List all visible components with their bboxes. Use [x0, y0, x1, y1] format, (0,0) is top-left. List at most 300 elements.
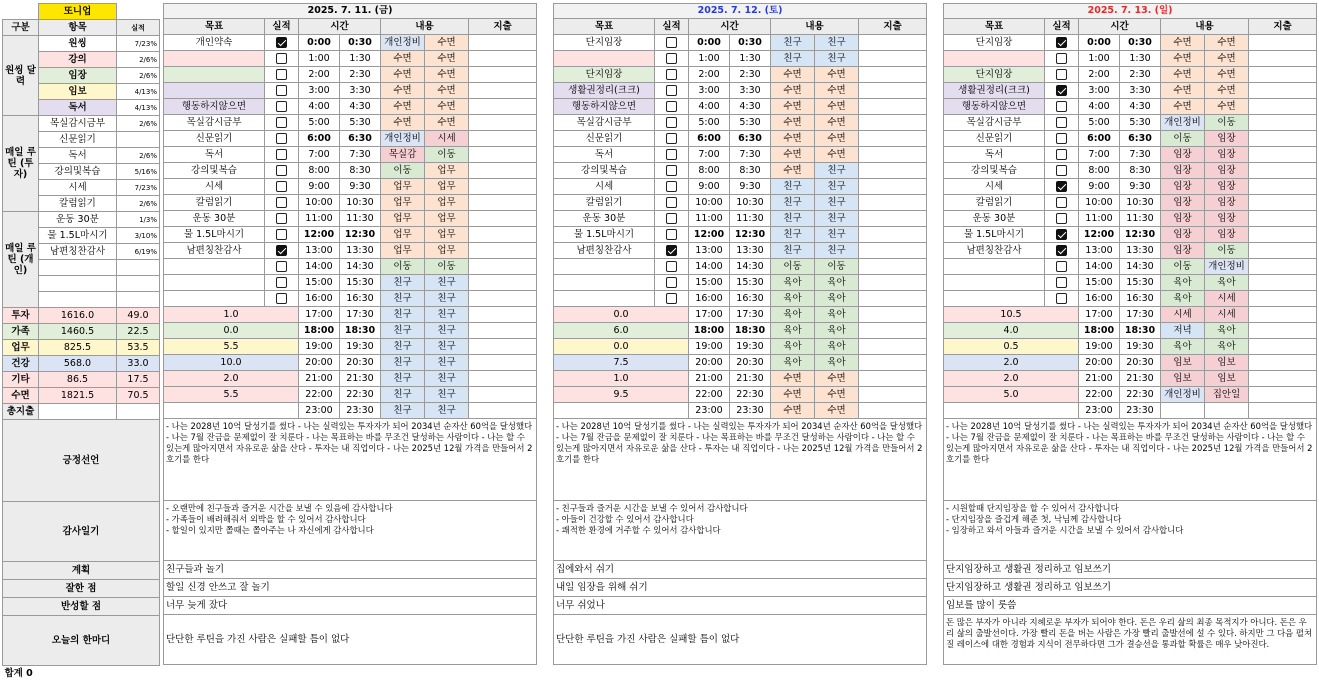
goal-cell[interactable]: 칼럼읽기 — [164, 195, 265, 211]
expense-cell[interactable] — [469, 195, 537, 211]
checkbox-unchecked[interactable] — [666, 261, 677, 272]
perf-cell[interactable] — [655, 259, 689, 275]
activity-second-half[interactable]: 수면 — [815, 371, 859, 387]
expense-cell[interactable] — [859, 131, 927, 147]
perf-cell[interactable] — [1045, 99, 1079, 115]
checkbox-unchecked[interactable] — [1056, 261, 1067, 272]
activity-second-half[interactable]: 친구 — [815, 195, 859, 211]
activity-second-half[interactable]: 수면 — [1205, 99, 1249, 115]
activity-second-half[interactable]: 시세 — [425, 131, 469, 147]
goal-cell[interactable]: 운동 30분 — [554, 211, 655, 227]
perf-cell[interactable] — [1045, 275, 1079, 291]
activity-second-half[interactable]: 이동 — [815, 259, 859, 275]
perf-cell[interactable] — [265, 99, 299, 115]
category-sum[interactable]: 5.5 — [164, 339, 299, 355]
category-sum[interactable]: 0.0 — [554, 339, 689, 355]
activity-first-half[interactable]: 시세 — [1161, 307, 1205, 323]
checkbox-checked[interactable] — [1056, 245, 1067, 256]
perf-cell[interactable] — [655, 35, 689, 51]
activity-first-half[interactable]: 수면 — [1161, 35, 1205, 51]
activity-first-half[interactable]: 개인정비 — [1161, 387, 1205, 403]
activity-second-half[interactable]: 수면 — [425, 35, 469, 51]
perf-cell[interactable] — [655, 131, 689, 147]
expense-cell[interactable] — [1249, 307, 1317, 323]
activity-second-half[interactable]: 수면 — [815, 131, 859, 147]
perf-cell[interactable] — [655, 211, 689, 227]
perf-cell[interactable] — [1045, 291, 1079, 307]
checkbox-unchecked[interactable] — [276, 197, 287, 208]
perf-cell[interactable] — [1045, 131, 1079, 147]
activity-first-half[interactable]: 이동 — [381, 163, 425, 179]
goal-cell[interactable]: 강의및복습 — [164, 163, 265, 179]
goal-cell[interactable] — [164, 275, 265, 291]
checkbox-unchecked[interactable] — [666, 149, 677, 160]
checkbox-unchecked[interactable] — [666, 117, 677, 128]
perf-cell[interactable] — [265, 163, 299, 179]
checkbox-unchecked[interactable] — [276, 53, 287, 64]
activity-first-half[interactable]: 수면 — [771, 163, 815, 179]
perf-cell[interactable] — [1045, 211, 1079, 227]
checkbox-checked[interactable] — [1056, 85, 1067, 96]
expense-cell[interactable] — [859, 115, 927, 131]
activity-second-half[interactable]: 이동 — [1205, 115, 1249, 131]
expense-cell[interactable] — [859, 83, 927, 99]
activity-second-half[interactable]: 친구 — [815, 51, 859, 67]
activity-first-half[interactable]: 친구 — [381, 387, 425, 403]
perf-cell[interactable] — [1045, 227, 1079, 243]
expense-cell[interactable] — [469, 211, 537, 227]
goal-cell[interactable]: 운동 30분 — [944, 211, 1045, 227]
good-text[interactable]: 내일 임장을 위해 쉬기 — [554, 579, 927, 597]
expense-cell[interactable] — [1249, 131, 1317, 147]
affirmation-text[interactable]: - 나는 2028년 10억 달성기를 썼다 - 나는 실력있는 투자자가 되어 2034년 순자산 60억을 달성했다 - 나는 7월 잔금을 문제없이 잘 치룬다 - 나는 목표하는 바를 무조건 달성하는 사람이다 - 나는 할 수 있는게 많아지면서 자유로운 삶을 산다 - 투자는 내 직업이다 - 나는 2025년 12월 가격을 만들어서 2호기를 한다 — [554, 419, 927, 501]
perf-cell[interactable] — [265, 211, 299, 227]
activity-second-half[interactable]: 수면 — [425, 83, 469, 99]
goal-cell[interactable]: 단지임장 — [944, 67, 1045, 83]
expense-cell[interactable] — [1249, 355, 1317, 371]
activity-first-half[interactable]: 개인정비 — [381, 131, 425, 147]
category-sum[interactable] — [164, 403, 299, 419]
expense-cell[interactable] — [1249, 371, 1317, 387]
expense-cell[interactable] — [469, 179, 537, 195]
perf-cell[interactable] — [655, 243, 689, 259]
expense-cell[interactable] — [469, 371, 537, 387]
activity-first-half[interactable]: 수면 — [381, 51, 425, 67]
activity-second-half[interactable]: 시세 — [1205, 291, 1249, 307]
activity-first-half[interactable]: 친구 — [771, 179, 815, 195]
expense-cell[interactable] — [859, 323, 927, 339]
activity-second-half[interactable]: 수면 — [425, 99, 469, 115]
perf-cell[interactable] — [265, 195, 299, 211]
activity-first-half[interactable]: 수면 — [771, 83, 815, 99]
checkbox-unchecked[interactable] — [666, 85, 677, 96]
checkbox-unchecked[interactable] — [666, 213, 677, 224]
checkbox-unchecked[interactable] — [276, 101, 287, 112]
activity-second-half[interactable]: 친구 — [815, 227, 859, 243]
activity-second-half[interactable]: 친구 — [815, 35, 859, 51]
activity-second-half[interactable]: 업무 — [425, 179, 469, 195]
checkbox-unchecked[interactable] — [276, 133, 287, 144]
goal-cell[interactable]: 목실감시금부 — [944, 115, 1045, 131]
checkbox-unchecked[interactable] — [1056, 197, 1067, 208]
perf-cell[interactable] — [1045, 51, 1079, 67]
activity-first-half[interactable]: 친구 — [381, 355, 425, 371]
expense-cell[interactable] — [469, 83, 537, 99]
checkbox-unchecked[interactable] — [276, 117, 287, 128]
activity-first-half[interactable]: 개인정비 — [1161, 115, 1205, 131]
category-sum[interactable]: 2.0 — [164, 371, 299, 387]
activity-second-half[interactable]: 업무 — [425, 163, 469, 179]
expense-cell[interactable] — [859, 275, 927, 291]
expense-cell[interactable] — [469, 307, 537, 323]
goal-cell[interactable] — [944, 291, 1045, 307]
activity-first-half[interactable]: 이동 — [1161, 259, 1205, 275]
checkbox-unchecked[interactable] — [276, 149, 287, 160]
category-sum[interactable]: 9.5 — [554, 387, 689, 403]
perf-cell[interactable] — [655, 195, 689, 211]
activity-first-half[interactable]: 이동 — [1161, 131, 1205, 147]
goal-cell[interactable] — [164, 51, 265, 67]
activity-second-half[interactable]: 수면 — [1205, 67, 1249, 83]
activity-first-half[interactable] — [1161, 403, 1205, 419]
checkbox-unchecked[interactable] — [1056, 69, 1067, 80]
expense-cell[interactable] — [1249, 339, 1317, 355]
activity-second-half[interactable]: 수면 — [1205, 83, 1249, 99]
activity-first-half[interactable]: 수면 — [1161, 67, 1205, 83]
checkbox-unchecked[interactable] — [666, 101, 677, 112]
reflect-text[interactable]: 너무 늦게 잤다 — [164, 597, 537, 615]
activity-second-half[interactable]: 임장 — [1205, 227, 1249, 243]
activity-first-half[interactable]: 친구 — [771, 51, 815, 67]
expense-cell[interactable] — [859, 163, 927, 179]
category-sum[interactable]: 1.0 — [164, 307, 299, 323]
activity-first-half[interactable]: 육아 — [1161, 291, 1205, 307]
activity-first-half[interactable]: 수면 — [381, 99, 425, 115]
checkbox-unchecked[interactable] — [276, 293, 287, 304]
activity-second-half[interactable]: 임장 — [1205, 211, 1249, 227]
perf-cell[interactable] — [655, 275, 689, 291]
activity-first-half[interactable]: 육아 — [771, 275, 815, 291]
activity-first-half[interactable]: 임장 — [1161, 211, 1205, 227]
plan-text[interactable]: 단지임장하고 생활권 정리하고 임보쓰기 — [944, 561, 1317, 579]
expense-cell[interactable] — [469, 67, 537, 83]
goal-cell[interactable]: 생활권정리(크크) — [944, 83, 1045, 99]
activity-first-half[interactable]: 친구 — [381, 403, 425, 419]
expense-cell[interactable] — [1249, 115, 1317, 131]
activity-first-half[interactable]: 수면 — [771, 371, 815, 387]
expense-cell[interactable] — [859, 243, 927, 259]
checkbox-unchecked[interactable] — [276, 69, 287, 80]
perf-cell[interactable] — [655, 147, 689, 163]
activity-first-half[interactable]: 임장 — [1161, 195, 1205, 211]
activity-second-half[interactable]: 육아 — [1205, 339, 1249, 355]
checkbox-unchecked[interactable] — [1056, 53, 1067, 64]
perf-cell[interactable] — [655, 163, 689, 179]
expense-cell[interactable] — [859, 99, 927, 115]
activity-first-half[interactable]: 친구 — [771, 35, 815, 51]
expense-cell[interactable] — [469, 99, 537, 115]
perf-cell[interactable] — [655, 291, 689, 307]
expense-cell[interactable] — [469, 163, 537, 179]
goal-cell[interactable]: 단지임장 — [944, 35, 1045, 51]
activity-second-half[interactable]: 육아 — [815, 307, 859, 323]
category-sum[interactable]: 10.5 — [944, 307, 1079, 323]
goal-cell[interactable] — [944, 259, 1045, 275]
activity-second-half[interactable]: 육아 — [815, 339, 859, 355]
checkbox-unchecked[interactable] — [276, 213, 287, 224]
checkbox-checked[interactable] — [1056, 229, 1067, 240]
expense-cell[interactable] — [859, 147, 927, 163]
expense-cell[interactable] — [1249, 259, 1317, 275]
perf-cell[interactable] — [265, 259, 299, 275]
activity-second-half[interactable]: 수면 — [815, 403, 859, 419]
category-sum[interactable]: 4.0 — [944, 323, 1079, 339]
expense-cell[interactable] — [1249, 195, 1317, 211]
goal-cell[interactable]: 신문읽기 — [164, 131, 265, 147]
goal-cell[interactable]: 강의및복습 — [944, 163, 1045, 179]
activity-second-half[interactable]: 수면 — [425, 115, 469, 131]
activity-second-half[interactable]: 임보 — [1205, 355, 1249, 371]
perf-cell[interactable] — [655, 51, 689, 67]
checkbox-unchecked[interactable] — [1056, 101, 1067, 112]
goal-cell[interactable]: 행동하지않으면 — [554, 99, 655, 115]
checkbox-unchecked[interactable] — [1056, 277, 1067, 288]
activity-first-half[interactable]: 친구 — [381, 323, 425, 339]
activity-second-half[interactable]: 수면 — [815, 115, 859, 131]
goal-cell[interactable]: 남편칭찬감사 — [164, 243, 265, 259]
goal-cell[interactable] — [554, 51, 655, 67]
activity-first-half[interactable]: 수면 — [771, 403, 815, 419]
activity-second-half[interactable]: 수면 — [815, 99, 859, 115]
perf-cell[interactable] — [655, 99, 689, 115]
activity-first-half[interactable]: 친구 — [381, 339, 425, 355]
activity-second-half[interactable]: 친구 — [425, 323, 469, 339]
goal-cell[interactable]: 칼럼읽기 — [944, 195, 1045, 211]
reflect-text[interactable]: 임보를 많이 룻씀 — [944, 597, 1317, 615]
checkbox-unchecked[interactable] — [666, 229, 677, 240]
activity-second-half[interactable]: 친구 — [425, 291, 469, 307]
activity-second-half[interactable]: 임장 — [1205, 131, 1249, 147]
activity-second-half[interactable]: 임장 — [1205, 179, 1249, 195]
goal-cell[interactable] — [164, 291, 265, 307]
plan-text[interactable]: 집에와서 쉬기 — [554, 561, 927, 579]
activity-first-half[interactable]: 육아 — [1161, 339, 1205, 355]
activity-first-half[interactable]: 육아 — [771, 339, 815, 355]
perf-cell[interactable] — [265, 35, 299, 51]
expense-cell[interactable] — [469, 243, 537, 259]
activity-first-half[interactable]: 임장 — [1161, 243, 1205, 259]
plan-text[interactable]: 친구들과 놀기 — [164, 561, 537, 579]
perf-cell[interactable] — [1045, 115, 1079, 131]
category-sum[interactable]: 0.0 — [554, 307, 689, 323]
goal-cell[interactable]: 남편칭찬감사 — [554, 243, 655, 259]
activity-first-half[interactable]: 업무 — [381, 195, 425, 211]
activity-first-half[interactable]: 수면 — [1161, 99, 1205, 115]
gratitude-text[interactable]: - 오랜만에 친구들과 즐거운 시간을 보낼 수 있음에 감사합니다 - 가족들이 배려해줘서 외박을 할 수 있어서 감사합니다 - 할일이 있지만 쫄때는 쫄아주는 나 자신에게 감사합니다 — [164, 501, 537, 561]
activity-second-half[interactable]: 임보 — [1205, 371, 1249, 387]
activity-second-half[interactable]: 집안일 — [1205, 387, 1249, 403]
expense-cell[interactable] — [1249, 403, 1317, 419]
expense-cell[interactable] — [859, 51, 927, 67]
goal-cell[interactable]: 독서 — [554, 147, 655, 163]
category-sum[interactable]: 2.0 — [944, 355, 1079, 371]
activity-second-half[interactable]: 육아 — [815, 355, 859, 371]
activity-second-half[interactable]: 수면 — [815, 83, 859, 99]
reflect-text[interactable]: 너무 쉬었나 — [554, 597, 927, 615]
activity-second-half[interactable]: 이동 — [1205, 243, 1249, 259]
perf-cell[interactable] — [265, 179, 299, 195]
category-sum[interactable]: 5.5 — [164, 387, 299, 403]
goal-cell[interactable]: 단지임장 — [554, 35, 655, 51]
activity-first-half[interactable]: 수면 — [381, 83, 425, 99]
expense-cell[interactable] — [1249, 323, 1317, 339]
checkbox-unchecked[interactable] — [1056, 165, 1067, 176]
expense-cell[interactable] — [469, 403, 537, 419]
category-sum[interactable]: 0.0 — [164, 323, 299, 339]
activity-first-half[interactable]: 이동 — [771, 259, 815, 275]
perf-cell[interactable] — [1045, 259, 1079, 275]
checkbox-unchecked[interactable] — [666, 197, 677, 208]
activity-first-half[interactable]: 친구 — [771, 211, 815, 227]
perf-cell[interactable] — [265, 243, 299, 259]
expense-cell[interactable] — [469, 323, 537, 339]
activity-first-half[interactable]: 임보 — [1161, 371, 1205, 387]
expense-cell[interactable] — [859, 371, 927, 387]
perf-cell[interactable] — [655, 227, 689, 243]
expense-cell[interactable] — [469, 339, 537, 355]
activity-first-half[interactable]: 수면 — [771, 131, 815, 147]
goal-cell[interactable] — [554, 275, 655, 291]
expense-cell[interactable] — [859, 307, 927, 323]
activity-second-half[interactable]: 임장 — [1205, 195, 1249, 211]
activity-first-half[interactable]: 육아 — [771, 307, 815, 323]
activity-first-half[interactable]: 업무 — [381, 243, 425, 259]
activity-second-half[interactable]: 수면 — [425, 67, 469, 83]
activity-first-half[interactable]: 육아 — [1161, 275, 1205, 291]
expense-cell[interactable] — [1249, 147, 1317, 163]
activity-second-half[interactable]: 친구 — [815, 179, 859, 195]
goal-cell[interactable]: 신문읽기 — [944, 131, 1045, 147]
activity-first-half[interactable]: 업무 — [381, 211, 425, 227]
activity-second-half[interactable]: 친구 — [425, 275, 469, 291]
activity-second-half[interactable]: 친구 — [425, 355, 469, 371]
expense-cell[interactable] — [1249, 387, 1317, 403]
checkbox-unchecked[interactable] — [666, 277, 677, 288]
activity-first-half[interactable]: 수면 — [771, 67, 815, 83]
perf-cell[interactable] — [1045, 67, 1079, 83]
goal-cell[interactable]: 시세 — [944, 179, 1045, 195]
goal-cell[interactable]: 신문읽기 — [554, 131, 655, 147]
affirmation-text[interactable]: - 나는 2028년 10억 달성기를 썼다 - 나는 실력있는 투자자가 되어 2034년 순자산 60억을 달성했다 - 나는 7월 잔금을 문제없이 잘 치룬다 - 나는 목표하는 바를 무조건 달성하는 사람이다 - 나는 할 수 있는게 많아지면서 자유로운 삶을 산다 - 투자는 내 직업이다 - 나는 2025년 12월 가격을 만들어서 2호기를 한다 — [944, 419, 1317, 501]
goal-cell[interactable] — [164, 67, 265, 83]
expense-cell[interactable] — [469, 259, 537, 275]
activity-second-half[interactable]: 친구 — [815, 211, 859, 227]
expense-cell[interactable] — [469, 131, 537, 147]
perf-cell[interactable] — [655, 115, 689, 131]
perf-cell[interactable] — [265, 291, 299, 307]
expense-cell[interactable] — [469, 291, 537, 307]
activity-first-half[interactable]: 친구 — [381, 371, 425, 387]
checkbox-unchecked[interactable] — [276, 261, 287, 272]
expense-cell[interactable] — [1249, 83, 1317, 99]
expense-cell[interactable] — [859, 211, 927, 227]
expense-cell[interactable] — [859, 339, 927, 355]
perf-cell[interactable] — [265, 83, 299, 99]
activity-second-half[interactable]: 업무 — [425, 227, 469, 243]
daily-word-text[interactable]: 단단한 루틴을 가진 사람은 실패할 틈이 없다 — [164, 615, 537, 665]
expense-cell[interactable] — [859, 387, 927, 403]
goal-cell[interactable]: 독서 — [944, 147, 1045, 163]
checkbox-unchecked[interactable] — [276, 229, 287, 240]
activity-first-half[interactable]: 친구 — [381, 307, 425, 323]
activity-second-half[interactable]: 임장 — [1205, 163, 1249, 179]
activity-second-half[interactable]: 수면 — [1205, 51, 1249, 67]
activity-first-half[interactable]: 수면 — [381, 115, 425, 131]
goal-cell[interactable]: 시세 — [164, 179, 265, 195]
perf-cell[interactable] — [265, 131, 299, 147]
expense-cell[interactable] — [469, 275, 537, 291]
activity-first-half[interactable]: 친구 — [381, 291, 425, 307]
activity-first-half[interactable]: 개인정비 — [381, 35, 425, 51]
expense-cell[interactable] — [469, 115, 537, 131]
activity-first-half[interactable]: 임장 — [1161, 179, 1205, 195]
perf-cell[interactable] — [655, 83, 689, 99]
checkbox-checked[interactable] — [276, 37, 287, 48]
expense-cell[interactable] — [469, 387, 537, 403]
activity-second-half[interactable]: 친구 — [425, 387, 469, 403]
perf-cell[interactable] — [655, 179, 689, 195]
goal-cell[interactable]: 칼럼읽기 — [554, 195, 655, 211]
activity-first-half[interactable]: 목실감 — [381, 147, 425, 163]
activity-second-half[interactable] — [1205, 403, 1249, 419]
checkbox-unchecked[interactable] — [276, 85, 287, 96]
checkbox-unchecked[interactable] — [666, 37, 677, 48]
activity-second-half[interactable]: 육아 — [815, 323, 859, 339]
good-text[interactable]: 할일 신경 안쓰고 잘 놀기 — [164, 579, 537, 597]
perf-cell[interactable] — [1045, 195, 1079, 211]
activity-second-half[interactable]: 개인정비 — [1205, 259, 1249, 275]
activity-first-half[interactable]: 친구 — [381, 275, 425, 291]
expense-cell[interactable] — [859, 179, 927, 195]
daily-word-text[interactable]: 돈 많은 부자가 아니라 지혜로운 부자가 되어야 한다. 돈은 우리 삶의 최종 목적지가 아니다. 돈은 우리 삶의 출발선이다. 가장 빨리 돈을 버는 사람은 가장 빨리 출발선에 설 수 있다. 하지만 그 다음 펼쳐질 레이스에 대한 경험과 지식이 전무하다면 그가 결승선을 통과할 확률은 매우 낮아진다. — [944, 615, 1317, 665]
activity-first-half[interactable]: 수면 — [771, 387, 815, 403]
activity-second-half[interactable]: 친구 — [425, 403, 469, 419]
expense-cell[interactable] — [859, 35, 927, 51]
activity-first-half[interactable]: 육아 — [771, 323, 815, 339]
perf-cell[interactable] — [265, 147, 299, 163]
checkbox-unchecked[interactable] — [1056, 213, 1067, 224]
expense-cell[interactable] — [859, 355, 927, 371]
category-sum[interactable]: 2.0 — [944, 371, 1079, 387]
perf-cell[interactable] — [1045, 83, 1079, 99]
goal-cell[interactable]: 강의및복습 — [554, 163, 655, 179]
checkbox-checked[interactable] — [1056, 37, 1067, 48]
checkbox-checked[interactable] — [276, 245, 287, 256]
goal-cell[interactable] — [554, 259, 655, 275]
perf-cell[interactable] — [655, 67, 689, 83]
activity-first-half[interactable]: 업무 — [381, 179, 425, 195]
expense-cell[interactable] — [469, 35, 537, 51]
checkbox-unchecked[interactable] — [666, 53, 677, 64]
perf-cell[interactable] — [1045, 179, 1079, 195]
expense-cell[interactable] — [469, 355, 537, 371]
goal-cell[interactable]: 행동하지않으면 — [164, 99, 265, 115]
goal-cell[interactable] — [164, 259, 265, 275]
goal-cell[interactable]: 목실감시금부 — [164, 115, 265, 131]
checkbox-unchecked[interactable] — [1056, 117, 1067, 128]
activity-second-half[interactable]: 친구 — [425, 339, 469, 355]
checkbox-unchecked[interactable] — [666, 293, 677, 304]
